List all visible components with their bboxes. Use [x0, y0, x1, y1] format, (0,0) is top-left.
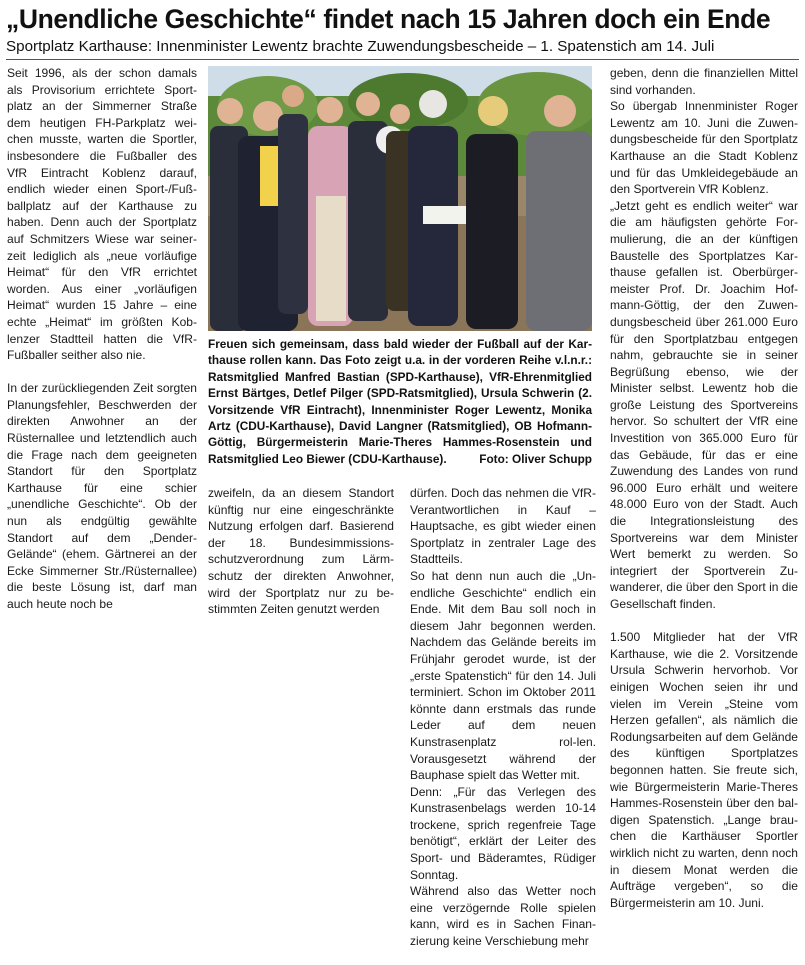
- photo-caption: [208, 336, 592, 467]
- paragraph: So übergab Innenminister Roger Lewentz am 10. Juni die Zuwendungsbescheide für den Sportplatz Karthause an die Stadt Koblenz und für das Umkleidegebäude an den Sportverein VfR Koblenz.: [610, 99, 798, 197]
- paragraph: Während also das Wetter noch eine verzögernde Rolle spielen kann, wird es in Sachen Finanzierung keine Verschiebung mehr: [410, 884, 596, 949]
- headline: „Unendliche Geschichte“ findet nach 15 Jahren doch ein Ende: [6, 4, 771, 34]
- caption-text: Freuen sich gemeinsam, dass bald wieder der Fußball auf der Karthause rollen kann. Das Foto zeigt u.a. in der vorderen Reihe v.l.n.r.: Ratsmitglied Manfred Bastian (SPD-Karthause), VfR-Ehrenmitglied Ernst Bärtges, Detlef Pilger (SPD-Ratsmitglied), Ursula Schwerin (2. Vorsitzende VfR Eintracht), Innenminister Roger Lewentz, Monika Artz (CDU-Karthause), David Langner (Ratsmitglied), OB Hofmann-Göttig, Bürgermeisterin Marie-Theres Hammes-Rosenstein und Ratsmitglied Leo Biewer (CDU-Karthause).: [208, 337, 592, 466]
- paragraph: geben, denn die finanziellen Mittel sind vorhanden.: [610, 66, 798, 97]
- text-column-4: [610, 65, 798, 911]
- paragraph: „Jetzt geht es endlich weiter“ war die am häufigsten gehörte Formulierung, die an der künftigen Baustelle des Sportplatzes Karthause gefallen ist. Oberbürgermeister Prof. Dr. Joachim Hofmann-Göttig, der den Zuwendungsbescheid über 261.000 Euro für den Sportplatzbau entgegen nahm, gebrauchte sie in seiner Begrüßung ebenso, wie der Minister selbst. Lewentz hob die große Leistung des Sportvereins hervor. So schultert der VfR eine Investition von 365.000 Euro für das Gebäude, für das er eine Zuwendung des Landes von rund 96.000 Euro erhält und weitere 48.000 Euro von der Stadt. Auch die Integrationsleistung des Sportvereins war dem Minister Wert bemerkt zu werden. So integriert der Sportverein Zuwanderer, die über den Sport in die Gesellschaft finden.: [610, 198, 798, 611]
- paragraph: Denn: „Für das Verlegen des Kunstrasenbelags werden 10-14 trockene, sprich regenfreie Tage benötigt“, erklärt der Leiter des Sport- und Bäderamtes, Rüdiger Sonntag.: [410, 784, 596, 882]
- headline-divider: [6, 59, 799, 60]
- text-column-1: [7, 65, 197, 613]
- paragraph: 1.500 Mitglieder hat der VfR Karthause, wie die 2. Vorsitzende Ursula Schwerin hervorhob. Vor einigen Wochen seien ihr und vielen im Verein „Steine vom Herzen gefallen“, als nämlich die Rodungsarbeiten auf dem Gelände des künftigen Sportplatzes begonnen hatten. Sie freute sich, wie Bürgermeisterin Marie-Theres Hammes-Rosenstein über den baldigen Spatenstich. „Lange brauchen die Karthäuser Sportler wirklich nicht zu warten, denn noch in diesem Monat werden die Aufträge vergeben“, so die Bürgermeisterin am 10. Juni.: [610, 630, 798, 910]
- paragraph: dürfen. Doch das nehmen die VfR-Verantwortlichen in Kauf – Hauptsache, es gibt wieder einen Sportplatz in zentraler Lage des Stadtteils.: [410, 486, 596, 567]
- group-photo: [208, 66, 592, 331]
- subheadline: Sportplatz Karthause: Innenminister Lewentz brachte Zuwendungsbescheide – 1. Spatenstich am 14. Juli: [6, 38, 715, 55]
- paragraph: Seit 1996, als der schon damals als Provisorium errichtete Sportplatz an der Simmerner Straße dem heutigen FH-Parkplatz weichen musste, warten die Sportler, insbesondere die Fußballer des VfR Eintracht Koblenz darauf, endlich wieder einen Sport-/Fußballplatz auf der Karthause zu haben. Denn auch der Sportplatz auf Schmitzers Wiese war seinerzeit lediglich als „neue vorläufige Heimat“ für den VfR errichtet worden. Aus einer „vorläufigen Heimat“ wurden 15 Jahre – eine echte „Heimat“ im größten Koblenzer Stadtteil hatten die VfR-Fußballer seither also nie.: [7, 66, 197, 363]
- paragraph: zweifeln, da an diesem Standort künftig nur eine eingeschränkte Nutzung erfolgen darf. Basierend der 18. Bundesimmissionsschutzverordnung zum Lärmschutz der direkten Anwohner, wird der Sportplatz nur zu bestimmten Zeiten genutzt werden: [208, 486, 394, 617]
- text-column-3: [410, 485, 596, 950]
- text-column-2: [208, 485, 394, 618]
- photo-credit: Foto: Oliver Schupp: [479, 451, 592, 466]
- paragraph: In der zurückliegenden Zeit sorgten Planungsfehler, Beschwerden der direkten Anwohner an der Rüsternallee und letztendlich auch die Frage nach dem geeigneten Standort für den Sportplatz Karthause für eine schier „unendliche Geschichte“. Ob der nun als endgültig gewählte Standort auf dem „Dender-Gelände“ (ehem. Gärtnerei an der Ecke Simmerner Str./Rüsternallee) die beste Lösung ist, darf man auch heute noch be: [7, 381, 197, 611]
- paragraph: So hat denn nun auch die „Unendliche Geschichte“ endlich ein Ende. Mit dem Bau soll noch in diesem Jahr begonnen werden. Nachdem das Gelände bereits im Frühjahr gerodet wurde, ist der „erste Spatenstich“ für den 14. Juli terminiert. Schon im Oktober 2011 könnte dann erstmals das runde Leder auf dem neuen Kunstrasenplatz rol-len. Vorausgesetzt während der Bauphase spielt das Wetter mit.: [410, 568, 596, 783]
